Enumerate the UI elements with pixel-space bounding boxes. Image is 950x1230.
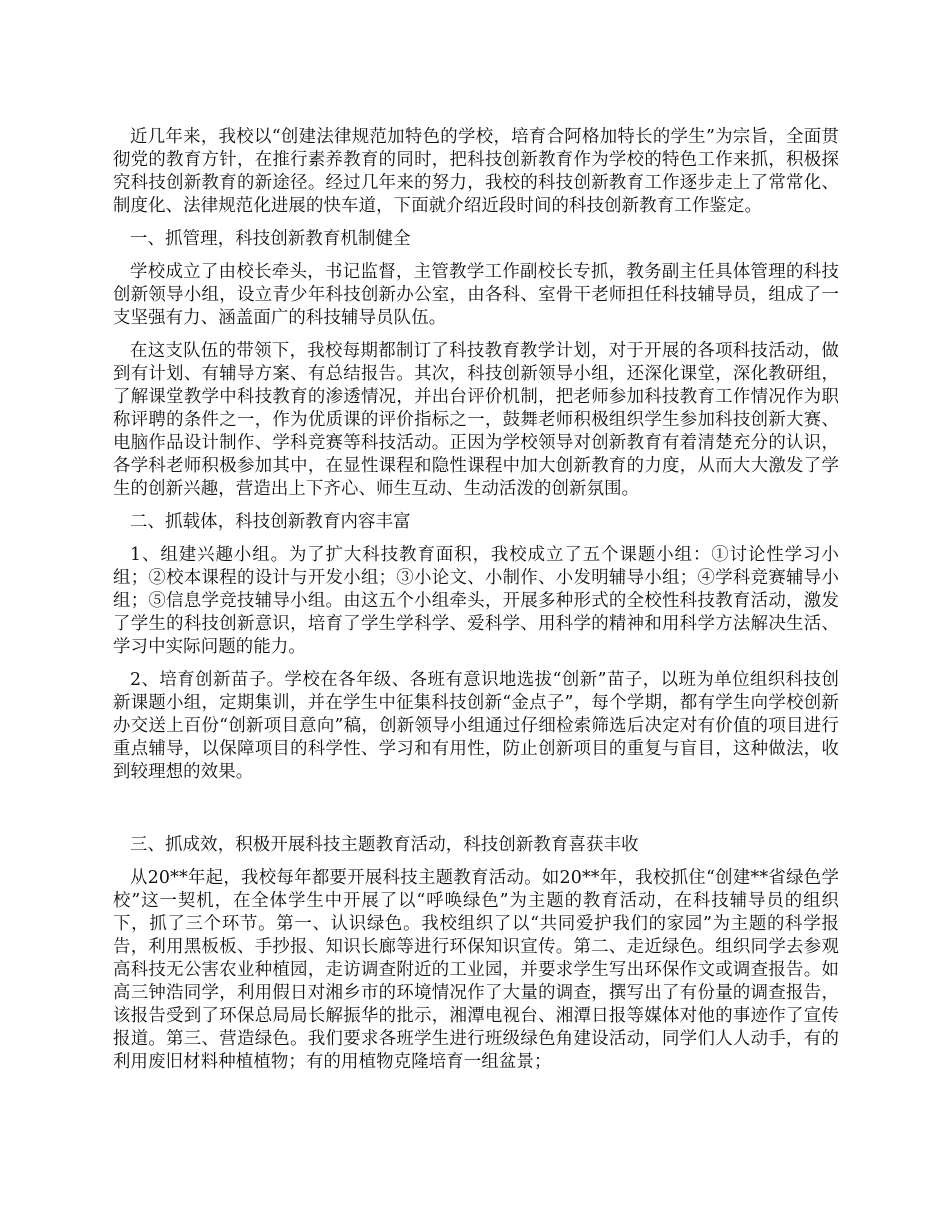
intro-paragraph: 近几年来，我校以“创建法律规范加特色的学校，培育合阿格加特长的学生”为宗旨，全面贯彻党的教育方针，在推行素养教育的同时，把科技创新教育作为学校的特色工作来抓，积极探究科技创新教育的新途径。经过几年来的努力，我校的科技创新教育工作逐步走上了常常化、制度化、法律规范化进展的快车道，下面就介绍近段时间的科技创新教育工作鉴定。 <box>113 127 839 216</box>
section-heading-carrier: 二、抓载体，科技创新教育内容丰富 <box>130 512 411 532</box>
section-heading-results: 三、抓成效，积极开展科技主题教育活动，科技创新教育喜获丰收 <box>130 835 639 855</box>
document-body <box>113 126 839 1084</box>
paragraph-interest-groups: 1、组建兴趣小组。为了扩大科技教育面积，我校成立了五个课题小组：①讨论性学习小组；②校本课程的设计与开发小组；③小论文、小制作、小发明辅导小组；④学科竞赛辅导小组；⑤信息学竞技辅导小组。由这五个小组牵头，开展多种形式的全校性科技教育活动，激发了学生的科技创新意识，培育了学生学科学、爱科学、用科学的精神和用科学方法解决生活、学习中实际问题的能力。 <box>113 545 839 657</box>
blank-spacer <box>113 794 839 834</box>
paragraph-leadership-group: 学校成立了由校长牵头，书记监督，主管教学工作副校长专抓，教务副主任具体管理的科技创新领导小组，设立青少年科技创新办公室，由各科、室骨干老师担任科技辅导员，组成了一支坚强有力、涵盖面广的科技辅导员队伍。 <box>113 262 839 328</box>
paragraph-teaching-plan: 在这支队伍的带领下，我校每期都制订了科技教育教学计划，对于开展的各项科技活动，做到有计划、有辅导方案、有总结报告。其次，科技创新领导小组，还深化课堂，深化教研组，了解课堂教学中科技教育的渗透情况，并出台评价机制，把老师参加科技教育工作情况作为职称评聘的条件之一，作为优质课的评价指标之一，鼓舞老师积极组织学生参加科技创新大赛、电脑作品设计制作、学科竞赛等科技活动。正因为学校领导对创新教育有着清楚充分的认识，各学科老师积极参加其中，在显性课程和隐性课程中加大创新教育的力度，从而大大激发了学生的创新兴趣，营造出上下齐心、师生互动、生动活泼的创新氛围。 <box>113 341 839 499</box>
section-heading-management: 一、抓管理，科技创新教育机制健全 <box>130 229 411 249</box>
paragraph-innovation-seedlings: 2、培育创新苗子。学校在各年级、各班有意识地选拔“创新”苗子，以班为单位组织科技创新课题小组，定期集训，并在学生中征集科技创新“金点子”，每个学期，都有学生向学校创新办交送上百份“创新项目意向”稿，创新领导小组通过仔细检索筛选后决定对有价值的项目进行重点辅导，以保障项目的科学性、学习和有用性，防止创新项目的重复与盲目，这种做法，收到较理想的效果。 <box>113 670 839 782</box>
paragraph-green-activities: 从20**年起，我校每年都要开展科技主题教育活动。如20**年，我校抓住“创建**省绿色学校”这一契机，在全体学生中开展了以“呼唤绿色”为主题的教育活动，在科技辅导员的组织下，抓了三个环节。第一、认识绿色。我校组织了以“共同爱护我们的家园”为主题的科学报告，利用黑板板、手抄报、知识长廊等进行环保知识宣传。第二、走近绿色。组织同学去参观高科技无公害农业种植园，走访调查附近的工业园，并要求学生写出环保作文或调查报告。如高三钟浩同学，利用假日对湘乡市的环境情况作了大量的调查，撰写出了有份量的调查报告，该报告受到了环保总局局长解振华的批示，湘潭电视台、湘潭日报等媒体对他的事迹作了宣传报道。第三、营造绿色。我们要求各班学生进行班级绿色角建设活动，同学们人人动手，有的利用废旧材料种植植物；有的用植物克隆培育一组盆景； <box>113 868 839 1072</box>
